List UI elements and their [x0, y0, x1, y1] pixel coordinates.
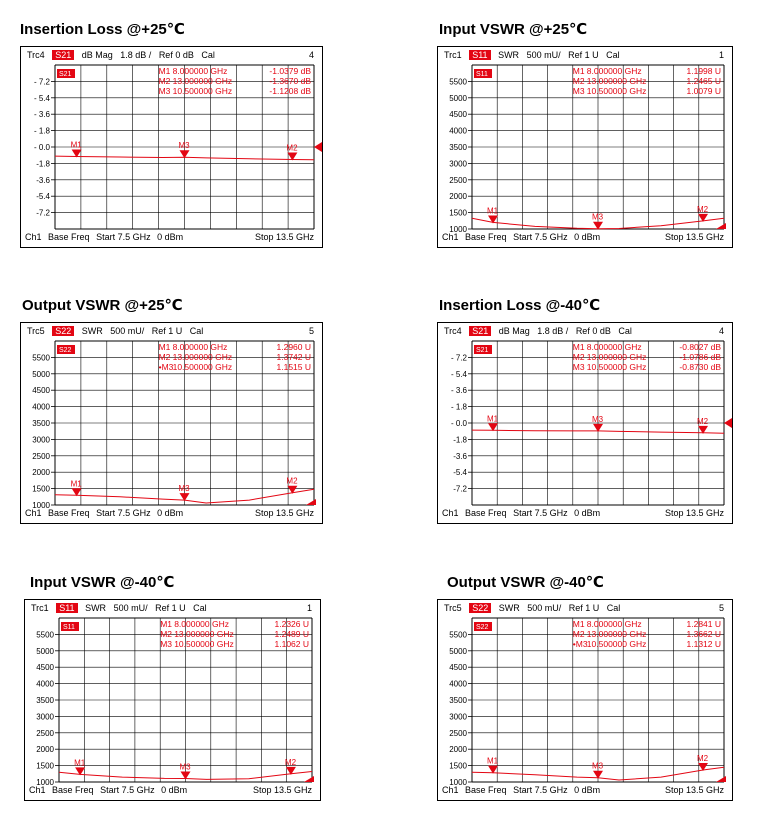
channel-label: Ch1 — [29, 785, 46, 795]
mode-label: Base Freq — [465, 232, 507, 242]
y-tick-label: - 7.2 — [450, 353, 467, 363]
marker-row-freq: 10.500000 GHz — [174, 639, 234, 649]
marker-row-name: M2 — [572, 76, 585, 86]
chart-title: Input VSWR @-40℃ — [30, 574, 175, 591]
y-tick-label: 2000 — [449, 192, 467, 202]
y-tick-label: 4000 — [449, 679, 467, 689]
y-tick-label: - 1.8 — [33, 126, 50, 136]
y-tick-label: 1500 — [449, 208, 467, 218]
chart-title: Output VSWR @-40℃ — [447, 574, 604, 591]
power-label: 0 dBm — [157, 232, 184, 242]
y-tick-label: 4500 — [32, 386, 50, 396]
marker-row-value: 1.3742 U — [276, 352, 311, 362]
reference-arrow — [314, 142, 322, 152]
channel-number: 4 — [308, 50, 314, 60]
marker-label: M2 — [697, 204, 709, 214]
marker-row-name: M1 — [158, 342, 171, 352]
y-tick-label: -3.6 — [36, 175, 50, 185]
y-tick-label: 2500 — [449, 175, 467, 185]
param-badge-label: S22 — [59, 347, 72, 354]
analyzer-frame — [20, 46, 323, 248]
y-tick-label: - 1.8 — [450, 402, 467, 412]
marker-row-name: M2 — [160, 629, 173, 639]
chart-title: Output VSWR @+25℃ — [22, 297, 183, 314]
marker-row-value: 1.2465 U — [686, 76, 721, 86]
start-label: Start 7.5 GHz — [96, 232, 151, 242]
marker-label: M2 — [286, 476, 298, 486]
channel-label: Ch1 — [442, 232, 459, 242]
marker-label: M3 — [592, 414, 604, 424]
marker-row-freq: 8.000000 GHz — [172, 342, 228, 352]
marker-row-value: -1.0379 dB — [269, 66, 311, 76]
channel-number: 5 — [718, 603, 724, 613]
y-tick-label: 5500 — [449, 630, 467, 640]
param-tag: S11 — [469, 50, 490, 60]
marker-row-name: M2 — [158, 76, 171, 86]
y-tick-label: 4000 — [36, 679, 54, 689]
y-tick-label: 3000 — [449, 159, 467, 169]
stop-label: Stop 13.5 GHz — [664, 785, 724, 795]
y-tick-label: 1500 — [36, 761, 54, 771]
y-tick-label: 5000 — [36, 646, 54, 656]
marker-label: M3 — [179, 762, 191, 772]
reference-arrow — [304, 776, 314, 782]
ref-label: Ref 1 U — [568, 50, 599, 60]
channel-number: 1 — [718, 50, 724, 60]
cal-label: Cal — [201, 50, 215, 60]
y-tick-label: -7.2 — [453, 484, 467, 494]
marker-row-value: -0.8730 dB — [679, 362, 721, 372]
plot-area — [21, 63, 322, 231]
marker-row-freq: 13.000000 GHz — [586, 629, 647, 639]
marker-row-value: -1.3670 dB — [269, 76, 311, 86]
marker-row-name: M2 — [158, 352, 171, 362]
format-label: SWR — [85, 603, 107, 613]
start-label: Start 7.5 GHz — [513, 785, 568, 795]
trace-footer — [442, 232, 724, 244]
marker-row-name: M3 — [572, 86, 585, 96]
plot-area — [21, 339, 322, 510]
channel-label: Ch1 — [25, 508, 42, 518]
marker-row-freq: 8.000000 GHz — [586, 342, 642, 352]
plot-area — [25, 616, 320, 787]
plot-area — [438, 63, 732, 234]
marker-row-name: M1 — [572, 619, 585, 629]
y-tick-label: 5500 — [36, 630, 54, 640]
marker-label: M3 — [592, 761, 604, 771]
marker-row-name: M1 — [160, 619, 173, 629]
y-tick-label: -7.2 — [36, 208, 50, 218]
marker-label: M2 — [697, 416, 709, 426]
trace-name: Trc1 — [31, 603, 49, 613]
marker-row-value: 1.1515 U — [276, 362, 311, 372]
y-tick-label: 4000 — [32, 402, 50, 412]
marker-row-freq: 8.000000 GHz — [586, 66, 642, 76]
cal-label: Cal — [193, 603, 207, 613]
marker-row-freq: 10.500000 GHz — [172, 362, 233, 372]
marker-row-value: 1.3662 U — [686, 629, 721, 639]
param-tag: S21 — [469, 326, 491, 336]
marker-row-freq: 13.000000 GHz — [172, 352, 233, 362]
trace-footer — [29, 785, 312, 797]
y-tick-label: 4500 — [36, 663, 54, 673]
format-label: dB Mag — [81, 50, 113, 60]
y-tick-label: 4500 — [449, 663, 467, 673]
marker-label: M1 — [487, 414, 499, 424]
cal-label: Cal — [189, 326, 204, 336]
marker-row-name: M3 — [158, 86, 171, 96]
trace-header — [444, 603, 724, 615]
trace-footer — [25, 508, 314, 520]
y-tick-label: 2500 — [36, 728, 54, 738]
marker-label: M1 — [487, 206, 499, 216]
y-tick-label: - 0.0 — [450, 419, 467, 428]
start-label: Start 7.5 GHz — [96, 508, 151, 518]
marker-row-freq: 13.000000 GHz — [586, 76, 647, 86]
y-tick-label: 2500 — [32, 451, 50, 461]
chart-panel-4 — [28, 573, 325, 801]
y-tick-label: - 5.4 — [33, 93, 50, 103]
cal-label: Cal — [618, 326, 632, 336]
mode-label: Base Freq — [48, 232, 90, 242]
marker-label: M1 — [74, 758, 86, 768]
marker-row-freq: 10.500000 GHz — [586, 639, 647, 649]
channel-number: 1 — [306, 603, 312, 613]
marker-row-freq: 10.500000 GHz — [172, 86, 233, 96]
start-label: Start 7.5 GHz — [100, 785, 155, 795]
power-label: 0 dBm — [157, 508, 184, 518]
y-tick-label: 1000 — [36, 778, 54, 787]
analyzer-frame — [20, 322, 323, 524]
y-tick-label: 4000 — [449, 126, 467, 136]
trace-header — [31, 603, 312, 615]
marker-label: M3 — [178, 141, 190, 151]
y-tick-label: 5000 — [32, 369, 50, 379]
param-badge-label: S21 — [476, 347, 489, 354]
power-label: 0 dBm — [574, 508, 601, 518]
y-tick-label: 2000 — [32, 468, 50, 478]
marker-row-freq: 8.000000 GHz — [172, 66, 228, 76]
analyzer-frame — [437, 322, 733, 524]
scale-label: 500 mU/ — [110, 326, 145, 336]
ref-label: Ref 1 U — [568, 603, 600, 613]
y-tick-label: - 5.4 — [450, 369, 467, 379]
marker-row-freq: 13.000000 GHz — [586, 352, 647, 362]
chart-panel-2 — [20, 296, 323, 524]
y-tick-label: -1.8 — [453, 435, 467, 445]
y-tick-label: 4500 — [449, 110, 467, 120]
marker-row-name: M1 — [572, 342, 585, 352]
marker-row-value: 1.2960 U — [276, 342, 311, 352]
marker-row-name: •M3 — [158, 362, 174, 372]
y-tick-label: -1.8 — [36, 159, 50, 169]
mode-label: Base Freq — [465, 785, 507, 795]
power-label: 0 dBm — [574, 232, 601, 242]
reference-arrow — [724, 418, 732, 428]
scale-label: 500 mU/ — [526, 50, 561, 60]
marker-label: M2 — [697, 753, 709, 763]
y-tick-label: - 0.0 — [33, 143, 50, 152]
marker-row-value: 1.0079 U — [686, 86, 721, 96]
channel-label: Ch1 — [442, 785, 459, 795]
y-tick-label: 3000 — [32, 435, 50, 445]
marker-row-freq: 10.500000 GHz — [586, 362, 647, 372]
trace-name: Trc4 — [27, 50, 45, 60]
chart-panel-1 — [437, 20, 733, 248]
trace-footer — [442, 508, 724, 520]
format-label: SWR — [498, 603, 520, 613]
marker-row-value: -1.0786 dB — [679, 352, 721, 362]
power-label: 0 dBm — [574, 785, 601, 795]
marker-row-value: 1.2326 U — [274, 619, 309, 629]
trace-header — [444, 50, 724, 62]
chart-panel-5 — [437, 573, 733, 801]
y-tick-label: 2000 — [449, 745, 467, 755]
y-tick-label: 5000 — [449, 646, 467, 656]
marker-row-value: 1.1062 U — [274, 639, 309, 649]
analyzer-frame — [24, 599, 321, 801]
y-tick-label: - 3.6 — [33, 110, 50, 120]
analyzer-frame — [437, 599, 733, 801]
marker-row-freq: 13.000000 GHz — [172, 76, 233, 86]
trace-footer — [442, 785, 724, 797]
format-label: SWR — [498, 50, 520, 60]
scale-label: 500 mU/ — [527, 603, 562, 613]
power-label: 0 dBm — [161, 785, 188, 795]
stop-label: Stop 13.5 GHz — [252, 785, 312, 795]
y-tick-label: 5000 — [449, 93, 467, 103]
trace-header — [27, 50, 314, 62]
y-tick-label: 2500 — [449, 728, 467, 738]
ref-label: Ref 0 dB — [158, 50, 194, 60]
y-tick-label: 5500 — [449, 77, 467, 87]
cal-label: Cal — [606, 603, 621, 613]
marker-row-freq: 8.000000 GHz — [174, 619, 230, 629]
ref-label: Ref 1 U — [151, 326, 183, 336]
y-tick-label: 1000 — [32, 501, 50, 510]
chart-panel-3 — [437, 296, 733, 524]
y-tick-label: -3.6 — [453, 451, 467, 461]
marker-row-value: 1.1998 U — [686, 66, 721, 76]
trace-name: Trc5 — [27, 326, 45, 336]
format-label: SWR — [81, 326, 103, 336]
y-tick-label: 3500 — [449, 696, 467, 705]
marker-row-name: M1 — [572, 66, 585, 76]
y-tick-label: 3500 — [449, 143, 467, 152]
marker-row-name: M2 — [572, 629, 585, 639]
y-tick-label: -5.4 — [36, 192, 50, 202]
marker-row-name: •M3 — [572, 639, 588, 649]
y-tick-label: 3000 — [449, 712, 467, 722]
marker-row-freq: 8.000000 GHz — [586, 619, 642, 629]
plot-area — [438, 616, 732, 787]
param-badge-label: S11 — [63, 624, 75, 631]
cal-label: Cal — [606, 50, 620, 60]
param-badge-label: S21 — [59, 71, 72, 78]
marker-row-name: M1 — [158, 66, 171, 76]
y-tick-label: 2000 — [36, 745, 54, 755]
chart-title: Input VSWR @+25℃ — [439, 21, 588, 38]
y-tick-label: 3000 — [36, 712, 54, 722]
marker-row-name: M3 — [160, 639, 173, 649]
trace-name: Trc1 — [444, 50, 462, 60]
y-tick-label: - 3.6 — [450, 386, 467, 396]
marker-row-name: M3 — [572, 362, 585, 372]
y-tick-label: 1500 — [32, 484, 50, 494]
marker-row-value: -1.1208 dB — [269, 86, 311, 96]
ref-label: Ref 0 dB — [575, 326, 611, 336]
y-tick-label: 3500 — [36, 696, 54, 705]
trace-header — [444, 326, 724, 338]
marker-label: M1 — [487, 756, 499, 766]
param-tag: S22 — [469, 603, 491, 613]
y-tick-label: 3500 — [32, 419, 50, 428]
param-tag: S11 — [56, 603, 77, 613]
analyzer-frame — [437, 46, 733, 248]
scale-label: 1.8 dB / — [120, 50, 152, 60]
format-label: dB Mag — [498, 326, 530, 336]
marker-label: M3 — [592, 212, 604, 222]
marker-label: M1 — [70, 479, 82, 489]
reference-arrow — [716, 776, 726, 782]
channel-number: 5 — [308, 326, 314, 336]
marker-label: M3 — [178, 484, 190, 494]
chart-title: Insertion Loss @+25℃ — [20, 21, 185, 38]
chart-title: Insertion Loss @-40℃ — [439, 297, 601, 314]
scale-label: 1.8 dB / — [537, 326, 569, 336]
y-tick-label: 1000 — [449, 778, 467, 787]
trace-name: Trc4 — [444, 326, 462, 336]
marker-row-value: 1.2841 U — [686, 619, 721, 629]
ref-label: Ref 1 U — [155, 603, 186, 613]
marker-label: M2 — [286, 143, 298, 153]
marker-label: M1 — [70, 140, 82, 150]
y-tick-label: -5.4 — [453, 468, 467, 478]
marker-row-value: 1.1312 U — [686, 639, 721, 649]
marker-row-value: -0.8027 dB — [679, 342, 721, 352]
y-tick-label: - 7.2 — [33, 77, 50, 87]
mode-label: Base Freq — [48, 508, 90, 518]
y-tick-label: 5500 — [32, 353, 50, 363]
marker-row-freq: 10.500000 GHz — [586, 86, 647, 96]
trace-header — [27, 326, 314, 338]
param-tag: S22 — [52, 326, 74, 336]
marker-label: M2 — [284, 757, 297, 767]
trace-footer — [25, 232, 314, 244]
param-badge-label: S22 — [476, 624, 489, 631]
marker-row-name: M2 — [572, 352, 585, 362]
scale-label: 500 mU/ — [113, 603, 148, 613]
stop-label: Stop 13.5 GHz — [664, 508, 724, 518]
stop-label: Stop 13.5 GHz — [254, 232, 314, 242]
param-tag: S21 — [52, 50, 74, 60]
chart-panel-0 — [20, 20, 323, 248]
channel-number: 4 — [718, 326, 724, 336]
channel-label: Ch1 — [25, 232, 42, 242]
mode-label: Base Freq — [52, 785, 94, 795]
marker-row-freq: 13.000000 GHz — [174, 629, 234, 639]
y-tick-label: 1000 — [449, 225, 467, 234]
stop-label: Stop 13.5 GHz — [664, 232, 724, 242]
stop-label: Stop 13.5 GHz — [254, 508, 314, 518]
start-label: Start 7.5 GHz — [513, 508, 568, 518]
param-badge-label: S11 — [476, 71, 488, 78]
plot-area — [438, 339, 732, 507]
mode-label: Base Freq — [465, 508, 507, 518]
y-tick-label: 1500 — [449, 761, 467, 771]
channel-label: Ch1 — [442, 508, 459, 518]
start-label: Start 7.5 GHz — [513, 232, 568, 242]
marker-row-value: 1.2489 U — [274, 629, 309, 639]
trace-name: Trc5 — [444, 603, 462, 613]
